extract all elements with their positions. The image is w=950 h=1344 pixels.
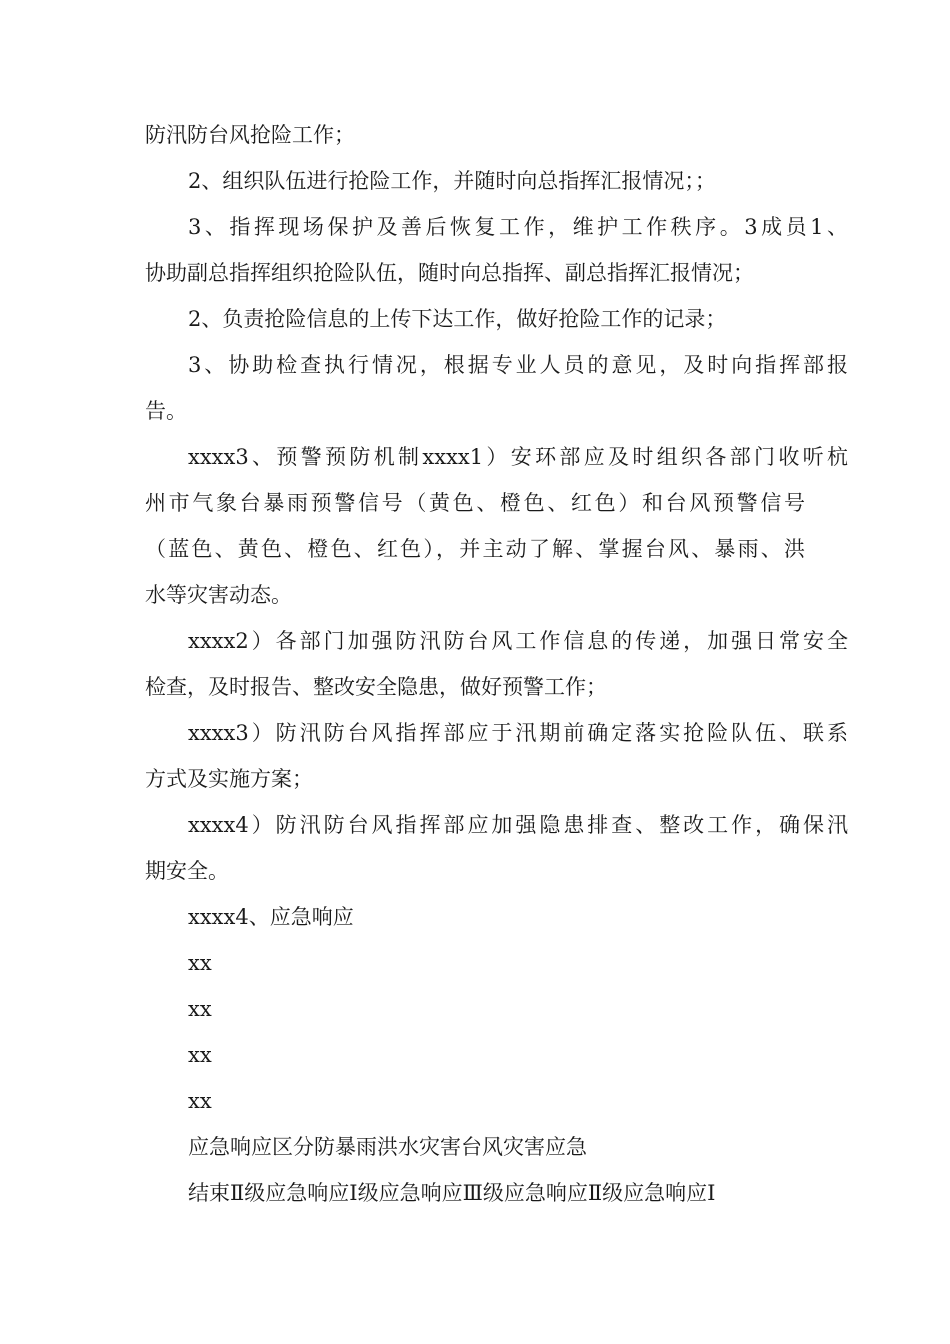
text-line: 防汛防台风抢险工作； xyxy=(145,123,355,147)
text-line: xxxx4、应急响应 xyxy=(188,905,354,929)
text-line: 3、指挥现场保护及善后恢复工作，维护工作秩序。3成员1、 xyxy=(188,215,848,239)
text-line: 方式及实施方案； xyxy=(145,767,313,791)
text-line: 结束Ⅱ级应急响应Ⅰ级应急响应Ⅲ级应急响应Ⅱ级应急响应Ⅰ xyxy=(188,1181,716,1205)
text-line: 2、负责抢险信息的上传下达工作，做好抢险工作的记录； xyxy=(188,307,727,331)
text-line: 2、组织队伍进行抢险工作，并随时向总指挥汇报情况；； xyxy=(188,169,716,193)
document-body xyxy=(145,112,848,1216)
text-line: xx xyxy=(188,1089,212,1113)
text-line: 告。 xyxy=(145,399,187,423)
text-line: xxxx3、预警预防机制xxxx1）安环部应及时组织各部门收听杭 xyxy=(188,445,848,469)
text-line: xxxx4）防汛防台风指挥部应加强隐患排查、整改工作，确保汛 xyxy=(188,813,848,837)
text-line: 检查，及时报告、整改安全隐患，做好预警工作； xyxy=(145,675,607,699)
text-line: xxxx3）防汛防台风指挥部应于汛期前确定落实抢险队伍、联系 xyxy=(188,721,848,745)
text-line: xx xyxy=(188,997,212,1021)
text-line: 期安全。 xyxy=(145,859,229,883)
text-line: xx xyxy=(188,1043,212,1067)
text-line: 应急响应区分防暴雨洪水灾害台风灾害应急 xyxy=(188,1135,587,1159)
text-line: xx xyxy=(188,951,212,975)
text-line: （蓝色、黄色、橙色、红色），并主动了解、掌握台风、暴雨、洪 xyxy=(145,537,805,561)
text-line: 州市气象台暴雨预警信号（黄色、橙色、红色）和台风预警信号 xyxy=(145,491,805,515)
text-line: 协助副总指挥组织抢险队伍，随时向总指挥、副总指挥汇报情况； xyxy=(145,261,754,285)
text-line: 3、协助检查执行情况，根据专业人员的意见，及时向指挥部报 xyxy=(188,353,848,377)
text-line: xxxx2）各部门加强防汛防台风工作信息的传递，加强日常安全 xyxy=(188,629,848,653)
text-line: 水等灾害动态。 xyxy=(145,583,292,607)
